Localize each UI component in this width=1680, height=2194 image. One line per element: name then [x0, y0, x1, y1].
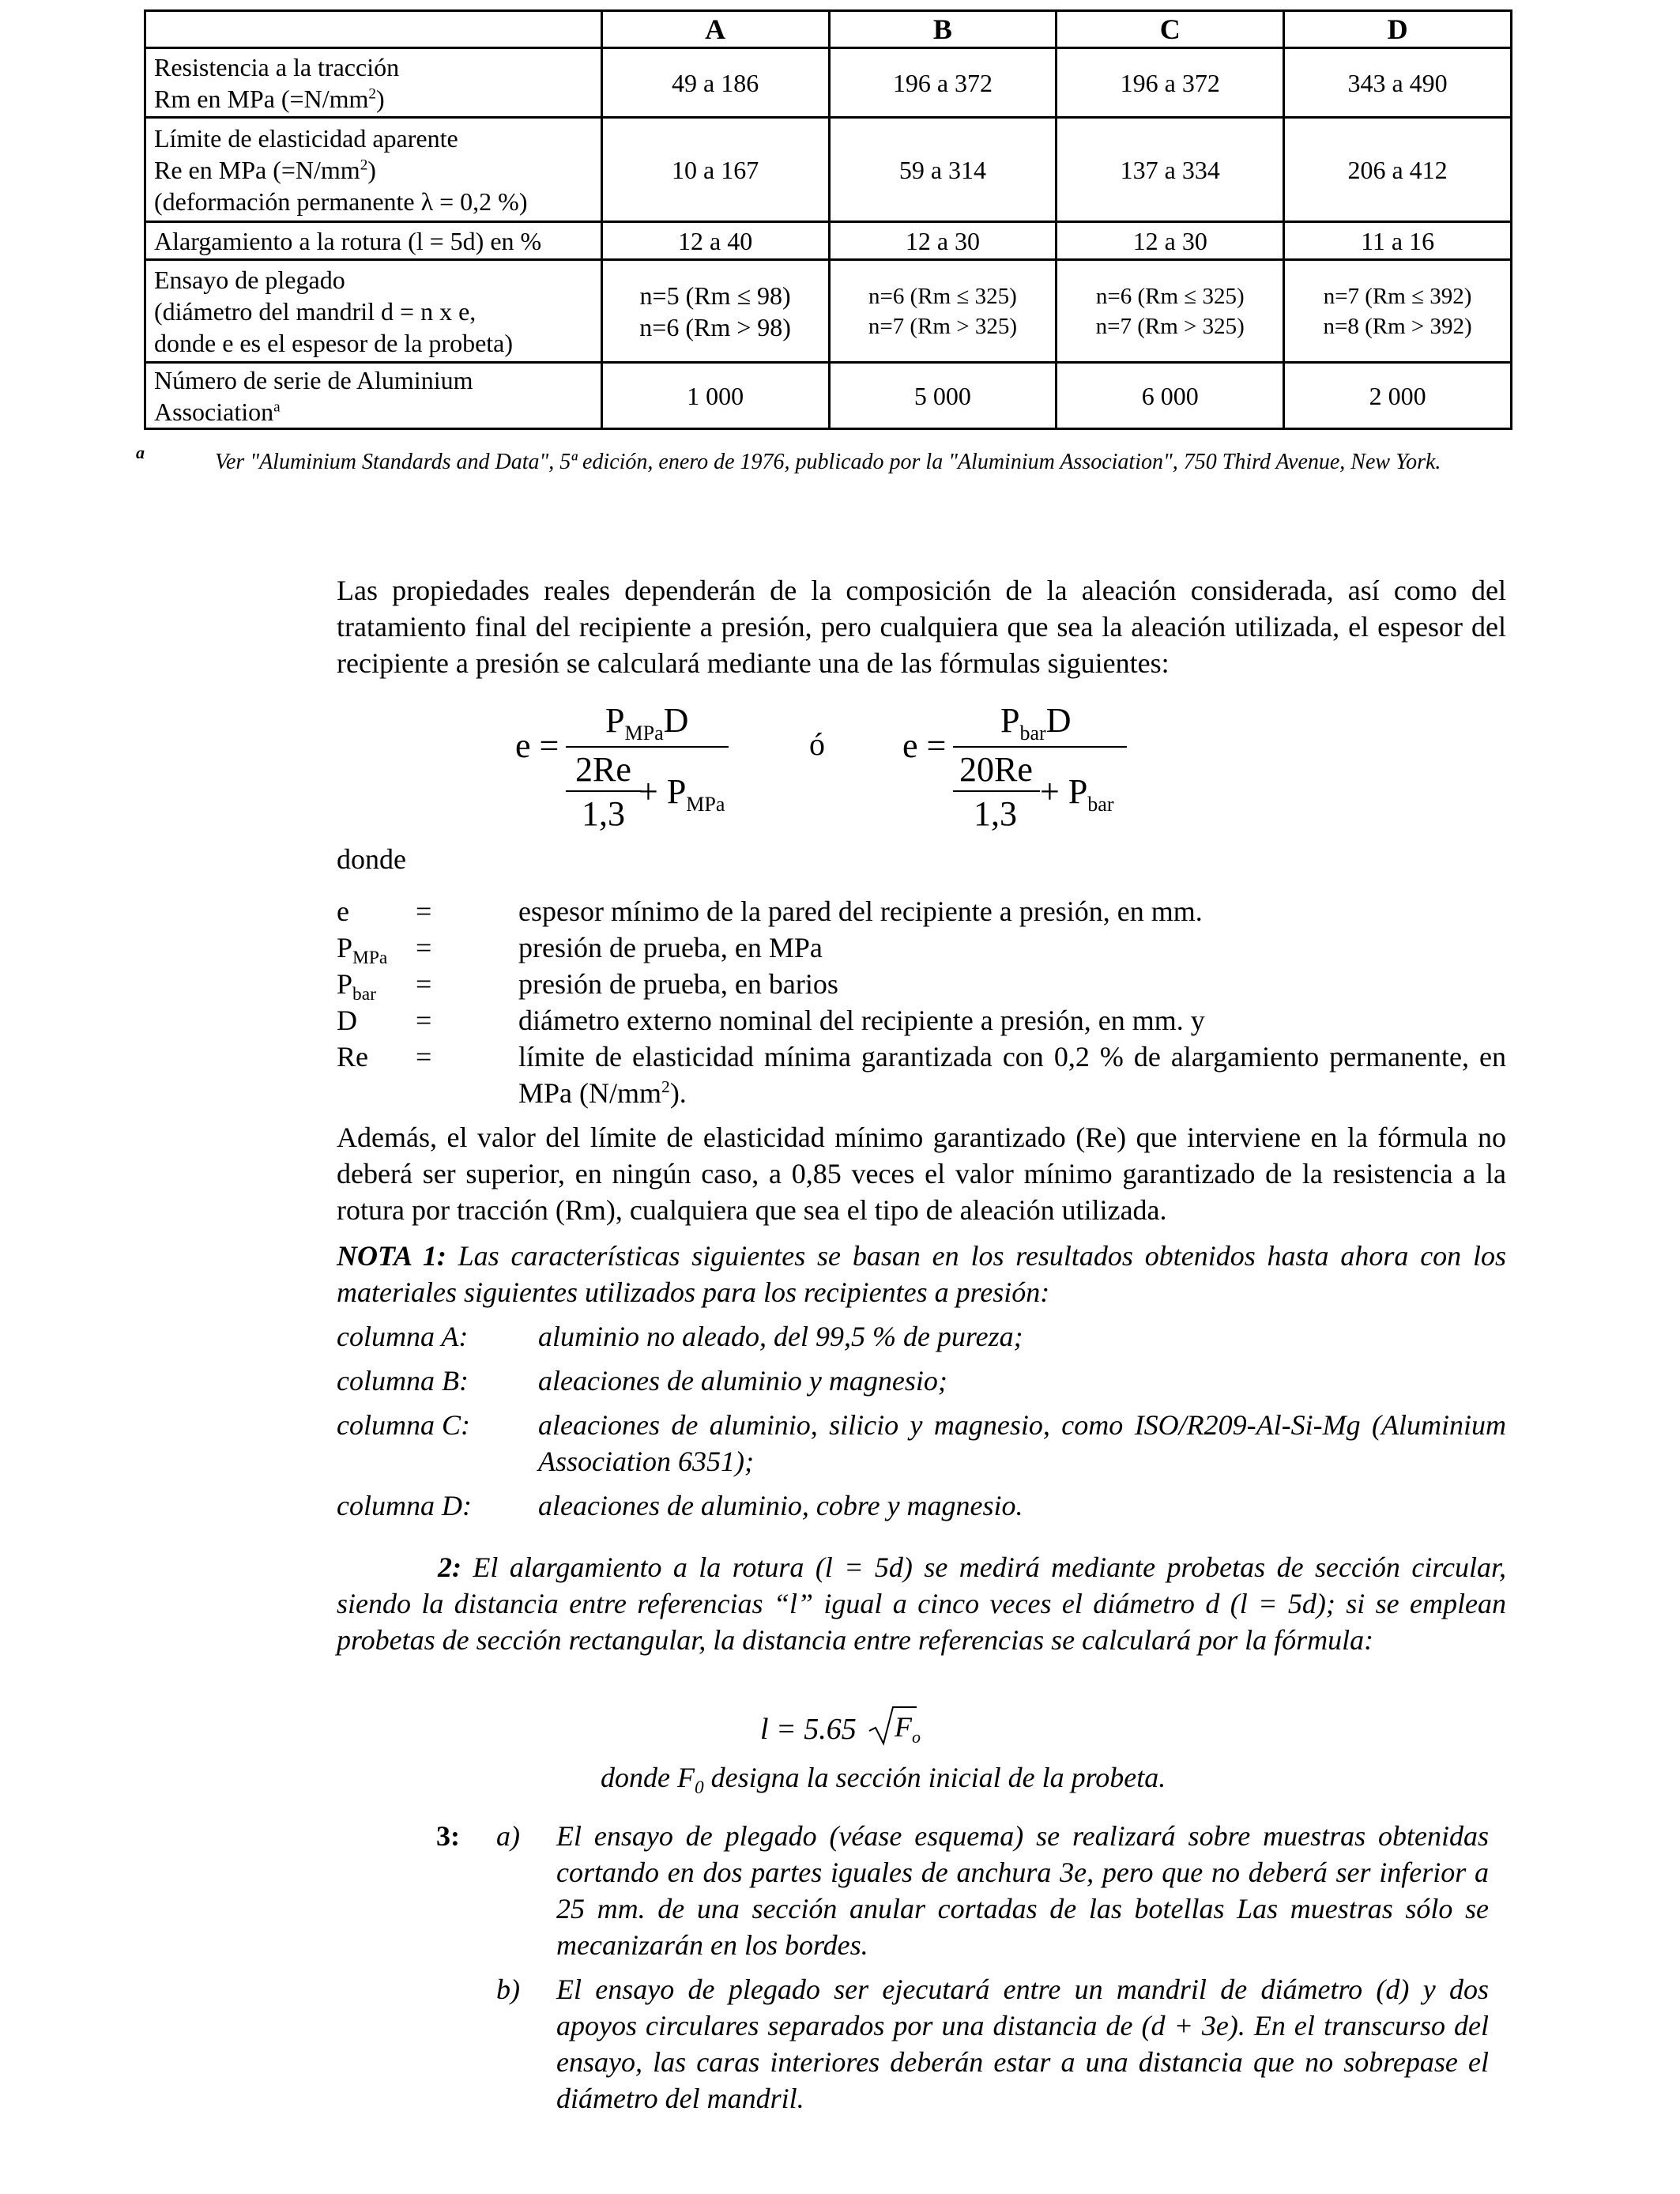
label-sup: 2 — [368, 85, 376, 102]
label-line: Association — [154, 397, 274, 426]
item-text: El ensayo de plegado (véase esquema) se realizará sobre muestras obtenidas cortando en dos partes iguales de anchura 3e, pero que no deberá ser inferior a 25 mm. de una sección anular cortadas de las botellas Las muestras sólo se mecanizarán en los bordes. — [556, 1820, 1489, 1961]
columns-list — [337, 1318, 1506, 1532]
definitions-list — [337, 893, 1506, 1111]
formula-1-den-bot: 1,3 — [582, 794, 625, 833]
nota-1 — [337, 1238, 1506, 1310]
footnote-text: Ver "Aluminium Standards and Data", 5ª edición, enero de 1976, publicado por la "Aluminium Association", 750 Third Avenue, New York. — [215, 450, 1441, 474]
definition-text: diámetro externo nominal del recipiente a presión, en mm. y — [518, 1005, 1205, 1036]
table-cell — [829, 260, 1057, 363]
table-cell — [1284, 260, 1512, 363]
label-line: ) — [375, 84, 385, 113]
table-cell: 196 a 372 — [829, 48, 1057, 118]
table-row — [145, 260, 1512, 363]
symbol-base: P — [337, 968, 353, 1000]
footnote-mark: a — [136, 443, 145, 462]
definition-equals: = — [416, 1041, 432, 1072]
definition-symbol: e — [337, 895, 349, 927]
formula-3-lhs — [760, 1712, 857, 1747]
label-line: donde e es el espesor de la probeta) — [154, 328, 514, 357]
definition-symbol — [337, 966, 416, 1005]
item-letter: b) — [496, 1973, 520, 2005]
text-part: ). — [669, 1077, 687, 1109]
row-label-series — [145, 363, 602, 429]
label-line: Rm en MPa (=N/mm — [154, 84, 369, 113]
text-part: donde F — [601, 1762, 695, 1793]
definition-text — [518, 1039, 1506, 1111]
text-sub: 0 — [694, 1777, 704, 1799]
label-line: Re en MPa (=N/mm — [154, 155, 360, 184]
label-line: Ensayo de plegado — [154, 265, 345, 294]
table-row — [145, 222, 1512, 260]
row-label-elongation: Alargamiento a la rotura (l = 5d) en % — [145, 222, 602, 260]
definition-text: presión de prueba, en barios — [518, 968, 838, 1000]
nota-3-item-b — [436, 1971, 1495, 2117]
table-cell: 6 000 — [1057, 363, 1284, 429]
cell-line: n=7 (Rm > 325) — [868, 313, 1018, 339]
table-cell: 137 a 334 — [1057, 118, 1284, 222]
text-part: designa la sección inicial de la probeta. — [703, 1762, 1166, 1793]
table-cell: 2 000 — [1284, 363, 1512, 429]
column-item — [337, 1487, 1506, 1524]
formula-2-den-bot: 1,3 — [974, 794, 1017, 833]
formula-1-numerator — [605, 700, 689, 745]
formula-symbol: F — [895, 1711, 912, 1743]
formula-symbol: P — [1000, 701, 1020, 740]
table-cell: 49 a 186 — [601, 48, 829, 118]
formula-sub: bar — [1019, 721, 1046, 745]
formula-symbol: D — [663, 701, 689, 740]
definition-text: presión de prueba, en MPa — [518, 932, 823, 963]
label-line: (diámetro del mandril d = n x e, — [154, 296, 477, 326]
donde-label: donde — [337, 843, 406, 875]
formula-3-radicand — [895, 1710, 921, 1747]
table-cell: 196 a 372 — [1057, 48, 1284, 118]
formula-sub: bar — [1087, 792, 1114, 816]
nota-text: Las características siguientes se basan en los resultados obtenidos hasta ahora con los materiales siguientes utilizados para los recipientes a presión: — [337, 1240, 1506, 1308]
formula-or: ó — [809, 726, 825, 762]
definition-text: espesor mínimo de la pared del recipiente a presión, en mm. — [518, 895, 1203, 927]
nota-label: NOTA 1: — [337, 1240, 446, 1272]
text-sup: 2 — [661, 1077, 670, 1096]
fraction-line — [566, 790, 642, 792]
symbol-sub: MPa — [352, 948, 388, 969]
item-text: El ensayo de plegado ser ejecutará entre un mandril de diámetro (d) y dos apoyos circulares separados por una distancia de (d + 3e). En el transcurso del ensayo, las caras interiores deberán estar a una distancia que no sobrepase el diámetro del mandril. — [556, 1973, 1489, 2114]
formula-symbol: + P — [1040, 772, 1088, 811]
table-cell — [601, 260, 829, 363]
nota-label: 2: — [438, 1551, 461, 1583]
nota-2 — [337, 1549, 1506, 1658]
formula-2-den-top: 20Re — [959, 750, 1033, 789]
formula-symbol: P — [605, 701, 625, 740]
definition-equals: = — [416, 1005, 432, 1036]
column-item — [337, 1363, 1506, 1399]
table-row — [145, 118, 1512, 222]
formula-sub: MPa — [624, 721, 664, 745]
formula-2-numerator — [1000, 700, 1072, 745]
fraction-line — [953, 790, 1040, 792]
column-text: aleaciones de aluminio, cobre y magnesio. — [538, 1490, 1023, 1521]
item-letter: a) — [496, 1820, 520, 1852]
table-cell — [1057, 260, 1284, 363]
nota-3-item-a — [436, 1818, 1495, 1963]
table-header-row — [145, 11, 1512, 48]
definition-row — [337, 1002, 1506, 1039]
definition-row — [337, 929, 1506, 969]
table-header-b: B — [829, 11, 1057, 48]
ademas-paragraph: Además, el valor del límite de elasticidad mínimo garantizado (Re) que interviene en la fórmula no deberá ser superior, en ningún caso, a 0,85 veces el valor mínimo garantizado de la resistencia a la rotura por tracción (Rm), cualquiera que sea el tipo de aleación utilizada. — [337, 1122, 1506, 1226]
formula-1-plus — [638, 771, 725, 816]
column-name: columna A: — [337, 1321, 469, 1352]
row-label-tensile — [145, 48, 602, 118]
cell-line: n=7 (Rm ≤ 392) — [1323, 283, 1472, 309]
intro-paragraph: Las propiedades reales dependerán de la composición de la aleación considerada, así como del tratamiento final del recipiente a presión, pero cualquiera que sea la aleación utilizada, el espesor del recipiente a presión se calculará mediante una de las fórmulas siguientes: — [337, 575, 1506, 679]
formula-2-lhs: e = — [902, 726, 947, 765]
symbol-base: P — [337, 932, 353, 963]
table-cell: 343 a 490 — [1284, 48, 1512, 118]
table-cell: 12 a 30 — [829, 222, 1057, 260]
definition-row — [337, 893, 1506, 929]
label-line: Resistencia a la tracción — [154, 52, 400, 81]
table-header-a: A — [601, 11, 829, 48]
column-item — [337, 1318, 1506, 1355]
column-text: aleaciones de aluminio y magnesio; — [538, 1365, 947, 1397]
nota-label: 3: — [436, 1820, 460, 1852]
definition-row — [337, 1039, 1506, 1111]
table-cell: 1 000 — [601, 363, 829, 429]
properties-table — [144, 9, 1512, 430]
column-text: aleaciones de aluminio, silicio y magnesio, como ISO/R209-Al-Si-Mg (Aluminium Association 6351); — [538, 1409, 1506, 1477]
definition-symbol — [337, 929, 416, 969]
table-row — [145, 48, 1512, 118]
definition-symbol: Re — [337, 1041, 368, 1072]
definition-equals: = — [416, 968, 432, 1000]
column-item — [337, 1407, 1506, 1480]
nota-text: El alargamiento a la rotura (l = 5d) se medirá mediante probetas de sección circular, siendo la distancia entre referencias “l” igual a cinco veces el diámetro d (l = 5d); si se emplean probetas de sección rectangular, la distancia entre referencias se calculará por la fórmula: — [337, 1551, 1506, 1656]
text-part: límite de elasticidad mínima garantizada con 0,2 % de alargamiento permanente, en MPa (N/mm — [518, 1041, 1506, 1109]
table-cell: 59 a 314 — [829, 118, 1057, 222]
table-row — [145, 363, 1512, 429]
table-corner-cell — [145, 11, 602, 48]
table-cell: 12 a 40 — [601, 222, 829, 260]
label-sup: a — [273, 398, 281, 415]
table-cell: 5 000 — [829, 363, 1057, 429]
column-name: columna B: — [337, 1365, 469, 1397]
column-name: columna D: — [337, 1490, 472, 1521]
cell-line: n=5 (Rm ≤ 98) — [639, 281, 791, 310]
fraction-line — [566, 746, 729, 748]
column-name: columna C: — [337, 1409, 470, 1441]
spacer — [436, 1971, 496, 2117]
nota-3 — [436, 1818, 1495, 2117]
fraction-line — [953, 746, 1127, 748]
table-cell: 12 a 30 — [1057, 222, 1284, 260]
definition-row — [337, 966, 1506, 1005]
label-line: Límite de elasticidad aparente — [154, 123, 458, 153]
formula-2-plus — [1040, 771, 1114, 816]
table-cell: 11 a 16 — [1284, 222, 1512, 260]
formula-sub: MPa — [686, 792, 725, 816]
symbol-sub: bar — [352, 984, 376, 1005]
cell-line: n=7 (Rm > 325) — [1095, 313, 1245, 339]
formula-text: l = 5.65 — [760, 1713, 857, 1746]
column-text: aluminio no aleado, del 99,5 % de pureza; — [538, 1321, 1023, 1352]
cell-line: n=8 (Rm > 392) — [1323, 313, 1472, 339]
definition-equals: = — [416, 932, 432, 963]
cell-line: n=6 (Rm > 98) — [639, 312, 791, 341]
formula-symbol: D — [1045, 701, 1072, 740]
table-header-c: C — [1057, 11, 1284, 48]
cell-line: n=6 (Rm ≤ 325) — [1095, 283, 1245, 309]
formula-1-den-top: 2Re — [575, 750, 631, 789]
table-cell: 10 a 167 — [601, 118, 829, 222]
cell-line: n=6 (Rm ≤ 325) — [868, 283, 1017, 309]
definition-symbol: D — [337, 1005, 357, 1036]
formula-symbol: + P — [638, 772, 687, 811]
table-cell: 206 a 412 — [1284, 118, 1512, 222]
label-sup: 2 — [360, 156, 368, 173]
definition-equals: = — [416, 895, 432, 927]
label-line: Número de serie de Aluminium — [154, 365, 473, 394]
row-label-bend-test — [145, 260, 602, 363]
formula-1-lhs: e = — [515, 726, 559, 765]
label-line: ) — [367, 155, 376, 184]
row-label-yield — [145, 118, 602, 222]
donde-f0 — [601, 1761, 1166, 1799]
table-header-d: D — [1284, 11, 1512, 48]
label-line: (deformación permanente λ = 0,2 %) — [154, 187, 528, 216]
formula-sub: o — [912, 1727, 921, 1747]
